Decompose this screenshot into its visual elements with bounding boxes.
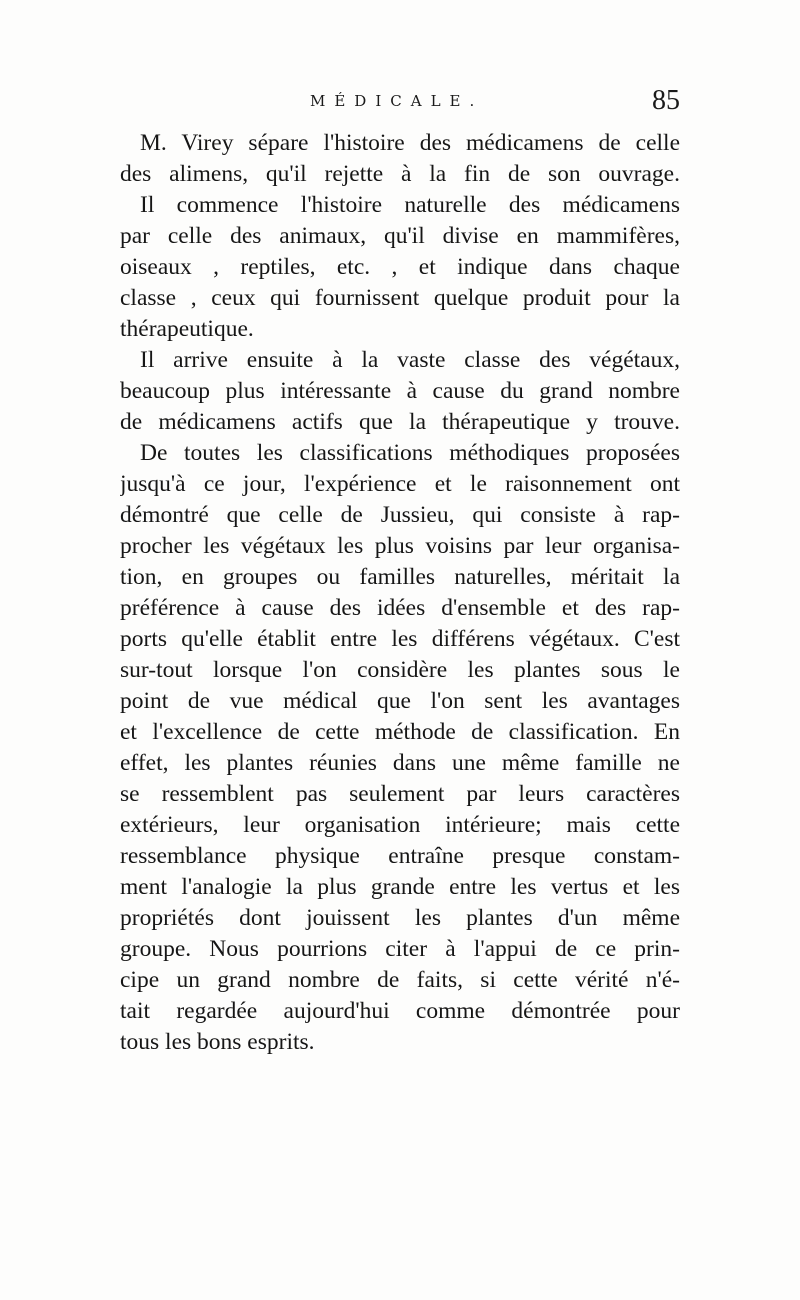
text-line: Il commence l'histoire naturelle des médicamens xyxy=(140,192,680,218)
text-line: De toutes les classifications méthodiques proposées xyxy=(140,440,680,466)
text-line: des alimens, qu'il rejette à la fin de son ouvrage. xyxy=(120,161,680,187)
text-line: et l'excellence de cette méthode de classification. En xyxy=(120,719,680,745)
running-head: MÉDICALE. xyxy=(310,92,484,110)
text-line: démontré que celle de Jussieu, qui consiste à rap- xyxy=(120,502,680,528)
text-line: propriétés dont jouissent les plantes d'un même xyxy=(120,905,680,931)
text-line: ports qu'elle établit entre les différens végétaux. C'est xyxy=(120,626,680,652)
text-line: beaucoup plus intéressante à cause du grand nombre xyxy=(120,378,680,404)
text-line: ment l'analogie la plus grande entre les vertus et les xyxy=(120,874,680,900)
page-number: 85 xyxy=(652,85,680,116)
text-line: ressemblance physique entraîne presque constam- xyxy=(120,843,680,869)
text-line: cipe un grand nombre de faits, si cette vérité n'é- xyxy=(120,967,680,993)
text-line: Il arrive ensuite à la vaste classe des végétaux, xyxy=(140,347,680,373)
text-line: point de vue médical que l'on sent les avantages xyxy=(120,688,680,714)
body-text xyxy=(120,128,680,1058)
text-line: M. Virey sépare l'histoire des médicamens de celle xyxy=(140,130,680,156)
text-line: jusqu'à ce jour, l'expérience et le raisonnement ont xyxy=(120,471,680,497)
text-line: tait regardée aujourd'hui comme démontrée pour xyxy=(120,998,680,1024)
text-line: de médicamens actifs que la thérapeutique y trouve. xyxy=(120,409,680,435)
text-line: classe , ceux qui fournissent quelque produit pour la xyxy=(120,285,680,311)
page-header xyxy=(120,85,680,122)
text-line: sur-tout lorsque l'on considère les plantes sous le xyxy=(120,657,680,683)
text-line: tous les bons esprits. xyxy=(120,1029,315,1055)
text-line: préférence à cause des idées d'ensemble et des rap- xyxy=(120,595,680,621)
text-line: tion, en groupes ou familles naturelles, méritait la xyxy=(120,564,680,590)
text-line: extérieurs, leur organisation intérieure; mais cette xyxy=(120,812,680,838)
text-line: par celle des animaux, qu'il divise en mammifères, xyxy=(120,223,680,249)
text-line: se ressemblent pas seulement par leurs caractères xyxy=(120,781,680,807)
text-line: groupe. Nous pourrions citer à l'appui de ce prin- xyxy=(120,936,680,962)
text-line: oiseaux , reptiles, etc. , et indique dans chaque xyxy=(120,254,680,280)
text-line: thérapeutique. xyxy=(120,316,254,342)
text-line: effet, les plantes réunies dans une même famille ne xyxy=(120,750,680,776)
text-line: procher les végétaux les plus voisins par leur organisa- xyxy=(120,533,680,559)
